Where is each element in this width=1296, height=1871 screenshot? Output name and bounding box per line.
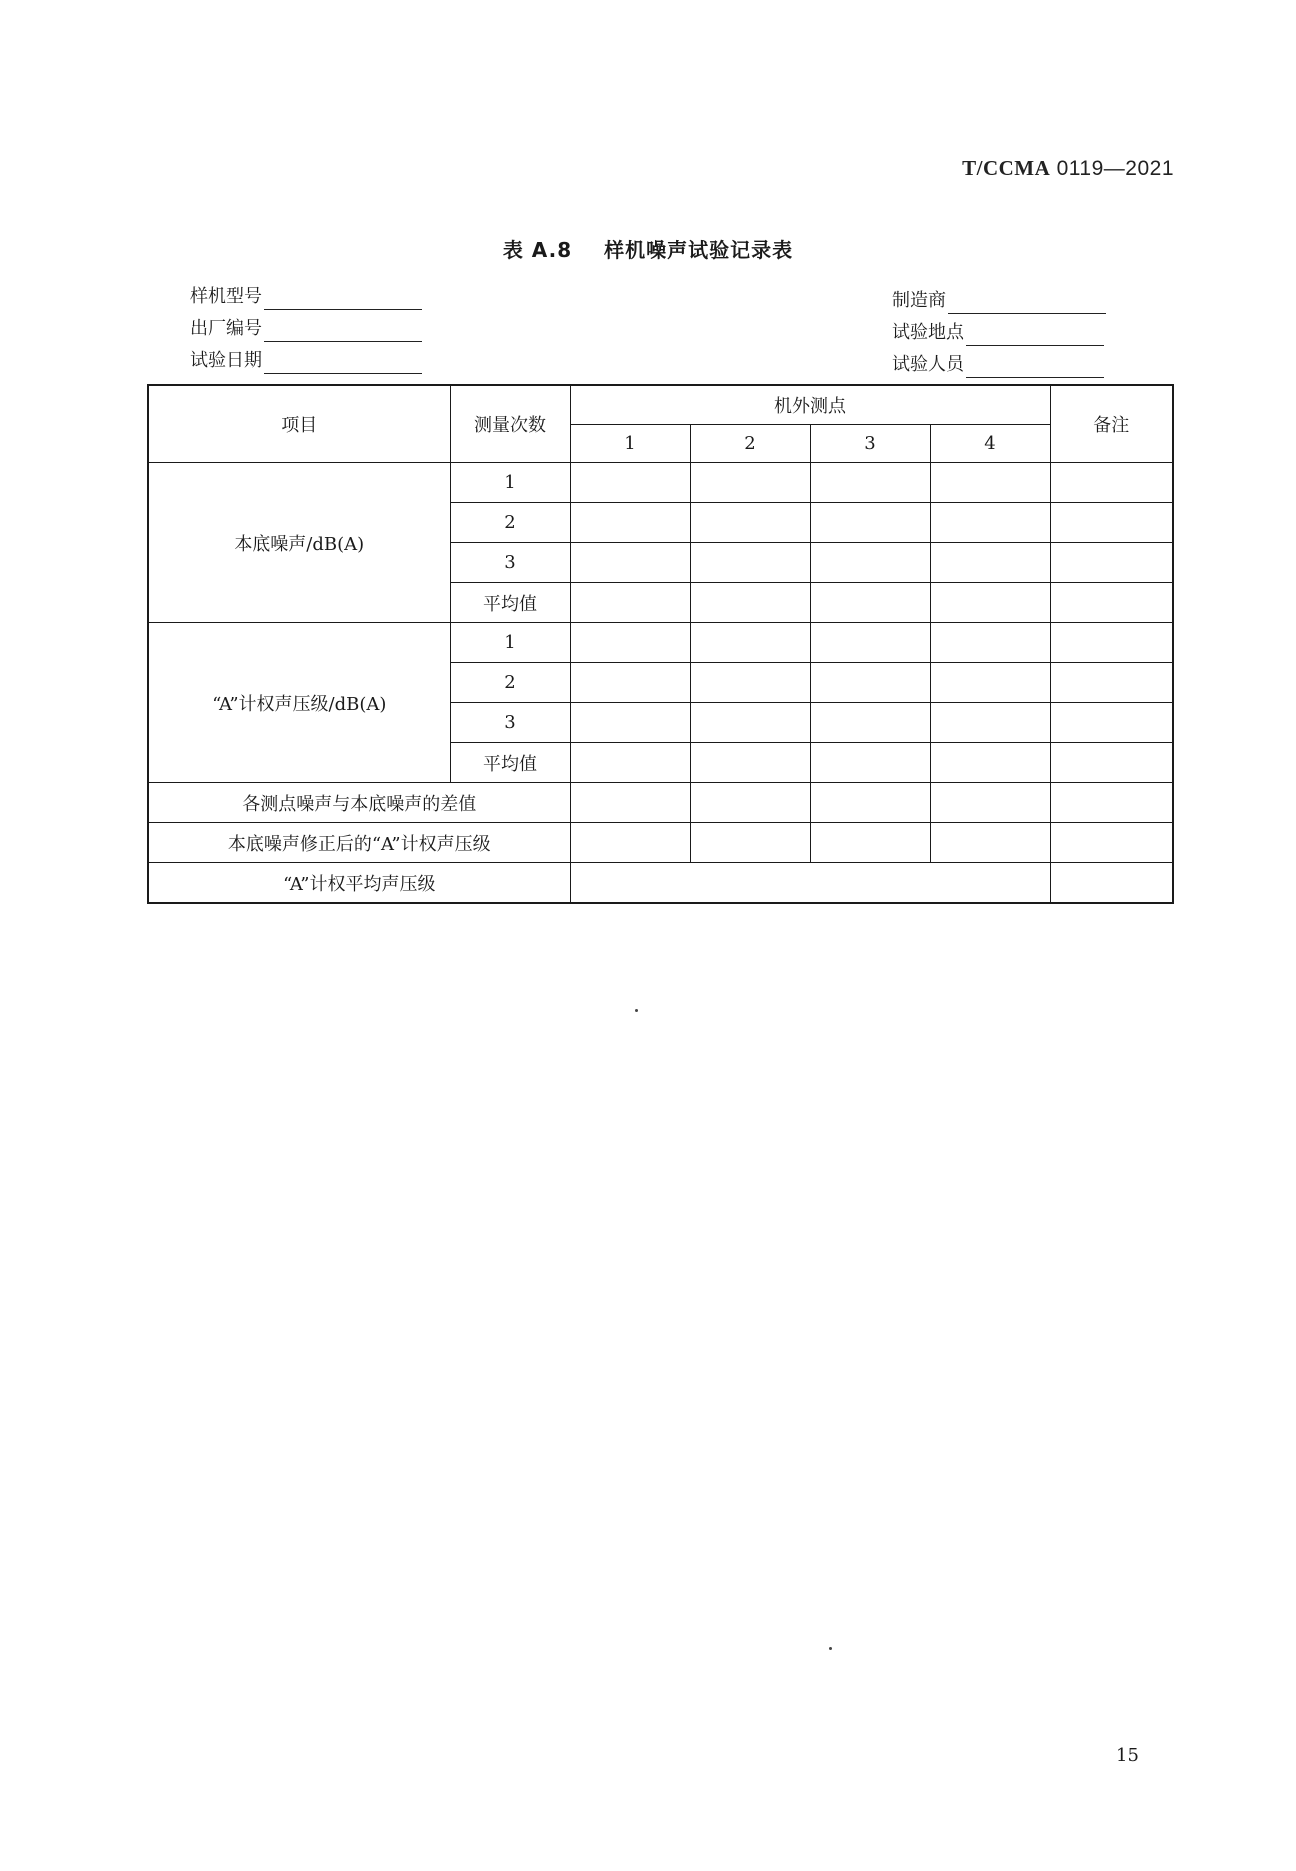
measure-count-cell: 平均值 bbox=[450, 583, 570, 623]
measure-count-cell: 1 bbox=[450, 623, 570, 663]
table-row bbox=[148, 623, 1173, 663]
data-cell[interactable] bbox=[570, 743, 690, 783]
remark-cell[interactable] bbox=[1050, 823, 1173, 863]
data-cell[interactable] bbox=[570, 703, 690, 743]
data-cell[interactable] bbox=[930, 663, 1050, 703]
data-cell[interactable] bbox=[810, 783, 930, 823]
manufacturer-field bbox=[892, 288, 1106, 314]
data-cell[interactable] bbox=[930, 543, 1050, 583]
data-cell[interactable] bbox=[810, 703, 930, 743]
data-cell[interactable] bbox=[690, 463, 810, 503]
header-item: 项目 bbox=[148, 385, 450, 463]
data-cell[interactable] bbox=[930, 623, 1050, 663]
data-cell[interactable] bbox=[690, 703, 810, 743]
data-cell[interactable] bbox=[930, 703, 1050, 743]
data-cell[interactable] bbox=[810, 463, 930, 503]
measure-count-cell: 平均值 bbox=[450, 743, 570, 783]
table-row bbox=[148, 783, 1173, 823]
remark-cell[interactable] bbox=[1050, 503, 1173, 543]
measure-count-cell: 2 bbox=[450, 663, 570, 703]
data-cell[interactable] bbox=[690, 663, 810, 703]
location-blank-line[interactable] bbox=[966, 327, 1104, 346]
header-point-1: 1 bbox=[570, 424, 690, 462]
location-field bbox=[892, 320, 1104, 346]
date-label: 试验日期 bbox=[190, 350, 262, 371]
data-cell[interactable] bbox=[570, 823, 690, 863]
scan-speck bbox=[829, 1647, 832, 1650]
scan-speck bbox=[635, 1009, 638, 1012]
data-cell[interactable] bbox=[570, 583, 690, 623]
serial-label: 出厂编号 bbox=[190, 318, 262, 339]
data-cell[interactable] bbox=[570, 783, 690, 823]
data-cell[interactable] bbox=[690, 503, 810, 543]
corrected-label: 本底噪声修正后的“A”计权声压级 bbox=[148, 823, 570, 863]
group-background-noise-label: 本底噪声/dB(A) bbox=[148, 463, 450, 623]
data-cell[interactable] bbox=[810, 663, 930, 703]
personnel-label: 试验人员 bbox=[892, 354, 964, 375]
header-count: 测量次数 bbox=[450, 385, 570, 463]
noise-record-table bbox=[147, 384, 1174, 904]
date-blank-line[interactable] bbox=[264, 355, 422, 374]
data-cell[interactable] bbox=[810, 543, 930, 583]
data-cell[interactable] bbox=[570, 463, 690, 503]
data-cell[interactable] bbox=[690, 583, 810, 623]
remark-cell[interactable] bbox=[1050, 743, 1173, 783]
model-label: 样机型号 bbox=[190, 286, 262, 307]
personnel-blank-line[interactable] bbox=[966, 359, 1104, 378]
data-cell[interactable] bbox=[810, 823, 930, 863]
average-value-cell[interactable] bbox=[570, 863, 1050, 904]
manufacturer-label: 制造商 bbox=[892, 290, 946, 311]
data-cell[interactable] bbox=[930, 743, 1050, 783]
table-row bbox=[148, 863, 1173, 904]
header-point-2: 2 bbox=[690, 424, 810, 462]
document-code-number: 0119—2021 bbox=[1056, 157, 1174, 180]
data-cell[interactable] bbox=[930, 503, 1050, 543]
table-number: 表 A.8 bbox=[502, 238, 573, 262]
measure-count-cell: 3 bbox=[450, 543, 570, 583]
page-number: 15 bbox=[1116, 1745, 1139, 1766]
data-cell[interactable] bbox=[810, 583, 930, 623]
date-field bbox=[190, 348, 422, 374]
data-cell[interactable] bbox=[690, 783, 810, 823]
remark-cell[interactable] bbox=[1050, 663, 1173, 703]
document-code bbox=[962, 156, 1174, 181]
model-blank-line[interactable] bbox=[264, 291, 422, 310]
measure-count-cell: 1 bbox=[450, 463, 570, 503]
data-cell[interactable] bbox=[690, 743, 810, 783]
header-row-1 bbox=[148, 385, 1173, 424]
header-point-3: 3 bbox=[810, 424, 930, 462]
table-title-text: 样机噪声试验记录表 bbox=[604, 238, 794, 262]
remark-cell[interactable] bbox=[1050, 703, 1173, 743]
table-row bbox=[148, 463, 1173, 503]
data-cell[interactable] bbox=[570, 543, 690, 583]
data-cell[interactable] bbox=[930, 783, 1050, 823]
data-cell[interactable] bbox=[570, 503, 690, 543]
header-point-4: 4 bbox=[930, 424, 1050, 462]
data-cell[interactable] bbox=[810, 503, 930, 543]
remark-cell[interactable] bbox=[1050, 623, 1173, 663]
data-cell[interactable] bbox=[810, 743, 930, 783]
data-cell[interactable] bbox=[570, 663, 690, 703]
data-cell[interactable] bbox=[690, 623, 810, 663]
serial-blank-line[interactable] bbox=[264, 323, 422, 342]
model-field bbox=[190, 284, 422, 310]
average-label: “A”计权平均声压级 bbox=[148, 863, 570, 904]
data-cell[interactable] bbox=[570, 623, 690, 663]
remark-cell[interactable] bbox=[1050, 543, 1173, 583]
table-title bbox=[0, 234, 1296, 263]
serial-field bbox=[190, 316, 422, 342]
data-cell[interactable] bbox=[930, 463, 1050, 503]
data-cell[interactable] bbox=[930, 823, 1050, 863]
difference-label: 各测点噪声与本底噪声的差值 bbox=[148, 783, 570, 823]
header-points: 机外测点 bbox=[570, 385, 1050, 424]
measure-count-cell: 3 bbox=[450, 703, 570, 743]
header-remark: 备注 bbox=[1050, 385, 1173, 463]
data-cell[interactable] bbox=[930, 583, 1050, 623]
table-row bbox=[148, 823, 1173, 863]
data-cell[interactable] bbox=[690, 823, 810, 863]
personnel-field bbox=[892, 352, 1104, 378]
manufacturer-blank-line[interactable] bbox=[948, 295, 1106, 314]
remark-cell[interactable] bbox=[1050, 463, 1173, 503]
data-cell[interactable] bbox=[810, 623, 930, 663]
document-code-prefix: T/CCMA bbox=[962, 156, 1051, 180]
location-label: 试验地点 bbox=[892, 322, 964, 343]
measure-count-cell: 2 bbox=[450, 503, 570, 543]
remark-cell[interactable] bbox=[1050, 863, 1173, 904]
remark-cell[interactable] bbox=[1050, 583, 1173, 623]
remark-cell[interactable] bbox=[1050, 783, 1173, 823]
data-cell[interactable] bbox=[690, 543, 810, 583]
group-a-weighted-label: “A”计权声压级/dB(A) bbox=[148, 623, 450, 783]
